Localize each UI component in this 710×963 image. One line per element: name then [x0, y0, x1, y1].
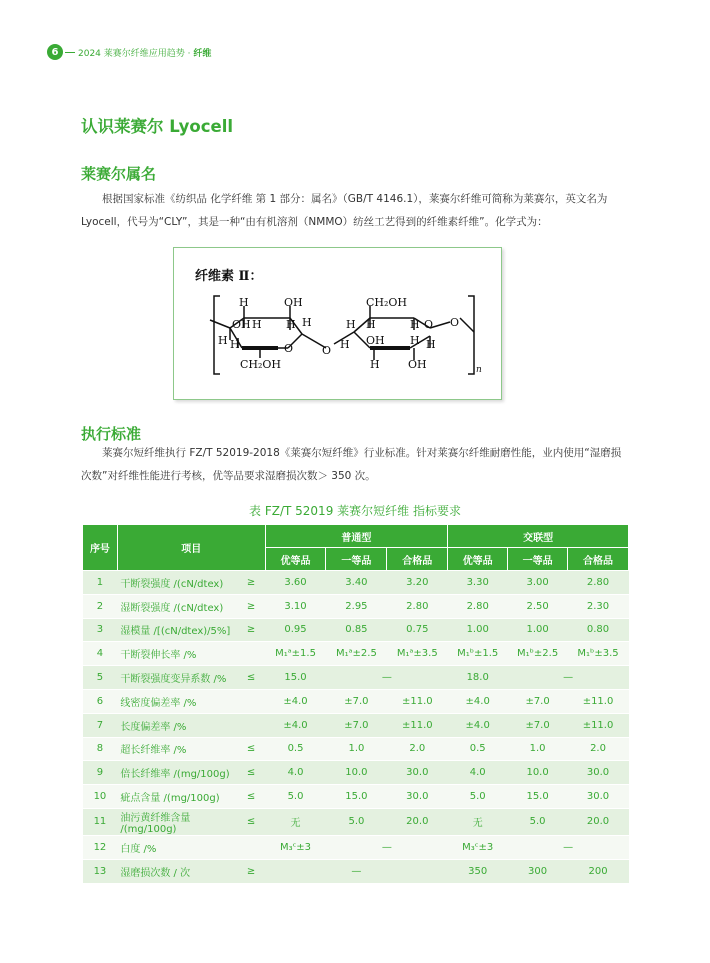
label-oh-4: OH: [408, 358, 427, 371]
label-o-1: O: [284, 342, 294, 355]
cell-value: 15.0: [265, 666, 326, 690]
label-oh-2: OH: [232, 318, 251, 331]
cell-value: 10.0: [326, 761, 387, 785]
cell-item: 疵点含量 /(mg/100g): [117, 785, 241, 809]
cell-value: 350: [448, 859, 508, 883]
header-title: [78, 46, 211, 59]
standard-table: [82, 524, 629, 884]
label-h-5: H: [218, 334, 228, 347]
label-h-13: H: [370, 358, 380, 371]
cell-value: 2.50: [508, 594, 568, 618]
label-oh-1: OH: [284, 296, 303, 309]
cell-no: 9: [83, 761, 118, 785]
cell-no: 8: [83, 737, 118, 761]
cell-value: M₁ᵃ±3.5: [387, 642, 448, 666]
cell-value: M₃ᶜ±3: [448, 835, 508, 859]
chemical-formula-figure: [173, 247, 502, 400]
header-section: 纤维: [193, 48, 212, 59]
cell-item: 倍长纤维率 /(mg/100g): [117, 761, 241, 785]
cell-comparator: [241, 713, 265, 737]
cell-value: ±11.0: [568, 689, 629, 713]
cell-value-merged: —: [326, 835, 448, 859]
cell-comparator: ≤: [241, 785, 265, 809]
cell-item: 湿模量 /[(cN/dtex)/5%]: [117, 618, 241, 642]
cell-comparator: ≥: [241, 859, 265, 883]
header-divider: [65, 52, 75, 53]
cell-value: ±4.0: [265, 689, 326, 713]
cell-value: ±11.0: [568, 713, 629, 737]
cell-no: 2: [83, 594, 118, 618]
cell-no: 6: [83, 689, 118, 713]
cell-value: 18.0: [448, 666, 508, 690]
table-row: [83, 666, 629, 690]
cell-value: ±7.0: [326, 689, 387, 713]
header-grade: 优等品: [265, 548, 326, 571]
cell-value: 10.0: [508, 761, 568, 785]
cell-item: 线密度偏差率 /%: [117, 689, 241, 713]
table-row: [83, 761, 629, 785]
table-row: [83, 835, 629, 859]
cell-comparator: [241, 642, 265, 666]
cell-value-merged: —: [508, 835, 629, 859]
cell-value: M₃ᶜ±3: [265, 835, 326, 859]
table-row: [83, 689, 629, 713]
cell-value: 3.60: [265, 571, 326, 595]
table-row: [83, 618, 629, 642]
cell-comparator: ≤: [241, 737, 265, 761]
cell-value: 20.0: [568, 808, 629, 835]
cell-value: 15.0: [508, 785, 568, 809]
cell-value: 1.0: [508, 737, 568, 761]
table-row: [83, 713, 629, 737]
cell-value: 5.0: [448, 785, 508, 809]
label-h-4: H: [302, 316, 312, 329]
cell-item: 白度 /%: [117, 835, 241, 859]
cell-value: 3.00: [508, 571, 568, 595]
table-row: [83, 808, 629, 835]
cell-value: 3.10: [265, 594, 326, 618]
cell-value: 300: [508, 859, 568, 883]
cell-value: 15.0: [326, 785, 387, 809]
cell-value: 1.0: [326, 737, 387, 761]
cell-value: 0.75: [387, 618, 448, 642]
cell-value: 4.0: [265, 761, 326, 785]
cell-value: 无: [265, 808, 326, 835]
cell-value: 5.0: [326, 808, 387, 835]
table-row: [83, 642, 629, 666]
cell-value-merged: —: [326, 666, 448, 690]
cell-comparator: ≥: [241, 594, 265, 618]
cell-item: 湿磨损次数 / 次: [117, 859, 241, 883]
label-h-12: H: [426, 338, 436, 351]
cell-no: 5: [83, 666, 118, 690]
header-grade: 合格品: [568, 548, 629, 571]
section-heading-standard: 执行标准: [81, 425, 142, 443]
header-title-text: 2024 莱赛尔纤维应用趋势 ·: [78, 48, 194, 59]
cell-comparator: ≤: [241, 808, 265, 835]
cell-value: ±4.0: [448, 713, 508, 737]
cell-comparator: ≥: [241, 618, 265, 642]
cell-value-merged: —: [265, 859, 448, 883]
ring-left: [210, 306, 326, 358]
cell-value: 20.0: [387, 808, 448, 835]
ring-right: [334, 306, 474, 360]
label-o-2: O: [424, 318, 434, 331]
cell-value: ±7.0: [508, 689, 568, 713]
label-h-11: H: [410, 334, 420, 347]
cell-no: 11: [83, 808, 118, 835]
cell-value: ±7.0: [326, 713, 387, 737]
cell-no: 13: [83, 859, 118, 883]
cell-value: 0.5: [448, 737, 508, 761]
cell-value: 3.40: [326, 571, 387, 595]
cell-value: 30.0: [387, 785, 448, 809]
header-grade: 优等品: [448, 548, 508, 571]
cell-value: 4.0: [448, 761, 508, 785]
cell-value: 2.0: [387, 737, 448, 761]
cell-no: 4: [83, 642, 118, 666]
label-o-bridge: O: [322, 344, 332, 357]
page-header: [47, 44, 211, 60]
cell-value: 2.95: [326, 594, 387, 618]
header-item: 项目: [117, 525, 265, 571]
cell-comparator: [241, 689, 265, 713]
header-group-normal: 普通型: [265, 525, 448, 548]
cell-value: ±11.0: [387, 713, 448, 737]
label-h-1: H: [239, 296, 249, 309]
cell-item: 超长纤维率 /%: [117, 737, 241, 761]
cell-comparator: ≤: [241, 761, 265, 785]
main-heading: 认识莱赛尔 Lyocell: [81, 117, 234, 136]
cell-value: M₁ᵇ±3.5: [568, 642, 629, 666]
cell-value: 2.0: [568, 737, 629, 761]
cell-value: 30.0: [568, 761, 629, 785]
table-caption: 表 FZ/T 52019 莱赛尔短纤维 指标要求: [249, 504, 461, 518]
cell-value: 0.85: [326, 618, 387, 642]
label-h-7: H: [346, 318, 356, 331]
header-grade: 合格品: [387, 548, 448, 571]
cell-item: 湿断裂强度 /(cN/dtex): [117, 594, 241, 618]
header-grade: 一等品: [508, 548, 568, 571]
table-row: [83, 785, 629, 809]
cell-value: 200: [568, 859, 629, 883]
cell-no: 12: [83, 835, 118, 859]
cell-value: 2.80: [387, 594, 448, 618]
cell-item: 干断裂强度变异系数 /%: [117, 666, 241, 690]
cell-item: 长度偏差率 /%: [117, 713, 241, 737]
cell-value: 1.00: [448, 618, 508, 642]
cell-value: 2.80: [448, 594, 508, 618]
cell-value: 30.0: [568, 785, 629, 809]
cell-value: 2.80: [568, 571, 629, 595]
label-ch2oh-1: CH₂OH: [240, 358, 282, 371]
label-h-8: H: [366, 318, 376, 331]
cell-no: 3: [83, 618, 118, 642]
cell-value-merged: —: [508, 666, 629, 690]
cell-no: 10: [83, 785, 118, 809]
cell-item: 油污黄纤维含量 /(mg/100g): [117, 808, 241, 835]
subscript-n: n: [476, 365, 482, 375]
table-row: [83, 737, 629, 761]
label-ch2oh-2: CH₂OH: [366, 296, 408, 309]
cell-value: M₁ᵃ±1.5: [265, 642, 326, 666]
table-row: [83, 859, 629, 883]
cell-comparator: ≤: [241, 666, 265, 690]
cell-item: 干断裂强度 /(cN/dtex): [117, 571, 241, 595]
cell-value: 0.80: [568, 618, 629, 642]
cell-value: 0.95: [265, 618, 326, 642]
label-h-3: H: [286, 318, 296, 331]
cell-value: 无: [448, 808, 508, 835]
cell-comparator: ≥: [241, 571, 265, 595]
page-number: 6: [47, 44, 63, 60]
cell-value: 30.0: [387, 761, 448, 785]
header-group-crosslinked: 交联型: [448, 525, 629, 548]
cell-value: 0.5: [265, 737, 326, 761]
label-h-9: H: [410, 318, 420, 331]
section-paragraph-name: 根据国家标准《纺织品 化学纤维 第 1 部分：属名》（GB/T 4146.1），莱赛尔纤维可简称为莱赛尔，英文名为 Lyocell，代号为“CLY”，其是一种“由有机溶剂（NMMO）纺丝工艺得到的纤维素纤维”。化学式为：: [81, 193, 608, 228]
cell-value: M₁ᵇ±1.5: [448, 642, 508, 666]
header-no: 序号: [83, 525, 118, 571]
section-paragraph-standard: 莱赛尔短纤维执行 FZ/T 52019-2018《莱赛尔短纤维》行业标准。针对莱赛尔纤维耐磨性能，业内使用“湿磨损次数”对纤维性能进行考核，优等品要求湿磨损次数＞ 350 次。: [81, 447, 622, 482]
cell-value: ±11.0: [387, 689, 448, 713]
section-heading-name: 莱赛尔属名: [81, 165, 157, 183]
cell-no: 1: [83, 571, 118, 595]
cell-value: M₁ᵃ±2.5: [326, 642, 387, 666]
cell-item: 干断裂伸长率 /%: [117, 642, 241, 666]
cell-no: 7: [83, 713, 118, 737]
label-o-3: O: [450, 316, 460, 329]
right-bracket: [468, 296, 474, 374]
label-oh-3: OH: [366, 334, 385, 347]
table-row: [83, 594, 629, 618]
cell-value: 5.0: [508, 808, 568, 835]
cell-value: 3.20: [387, 571, 448, 595]
cell-value: 3.30: [448, 571, 508, 595]
header-grade: 一等品: [326, 548, 387, 571]
cell-value: ±4.0: [448, 689, 508, 713]
label-h-10: H: [340, 338, 350, 351]
formula-title: 纤维素 Ⅱ：: [195, 269, 263, 284]
label-h-6: H: [230, 338, 240, 351]
cell-value: 2.30: [568, 594, 629, 618]
table-row: [83, 571, 629, 595]
cell-value: ±7.0: [508, 713, 568, 737]
cell-comparator: [241, 835, 265, 859]
cell-value: 5.0: [265, 785, 326, 809]
cell-value: 1.00: [508, 618, 568, 642]
cell-value: M₁ᵇ±2.5: [508, 642, 568, 666]
label-h-2: H: [252, 318, 262, 331]
cellulose-structure-diagram: [174, 248, 503, 401]
cell-value: ±4.0: [265, 713, 326, 737]
